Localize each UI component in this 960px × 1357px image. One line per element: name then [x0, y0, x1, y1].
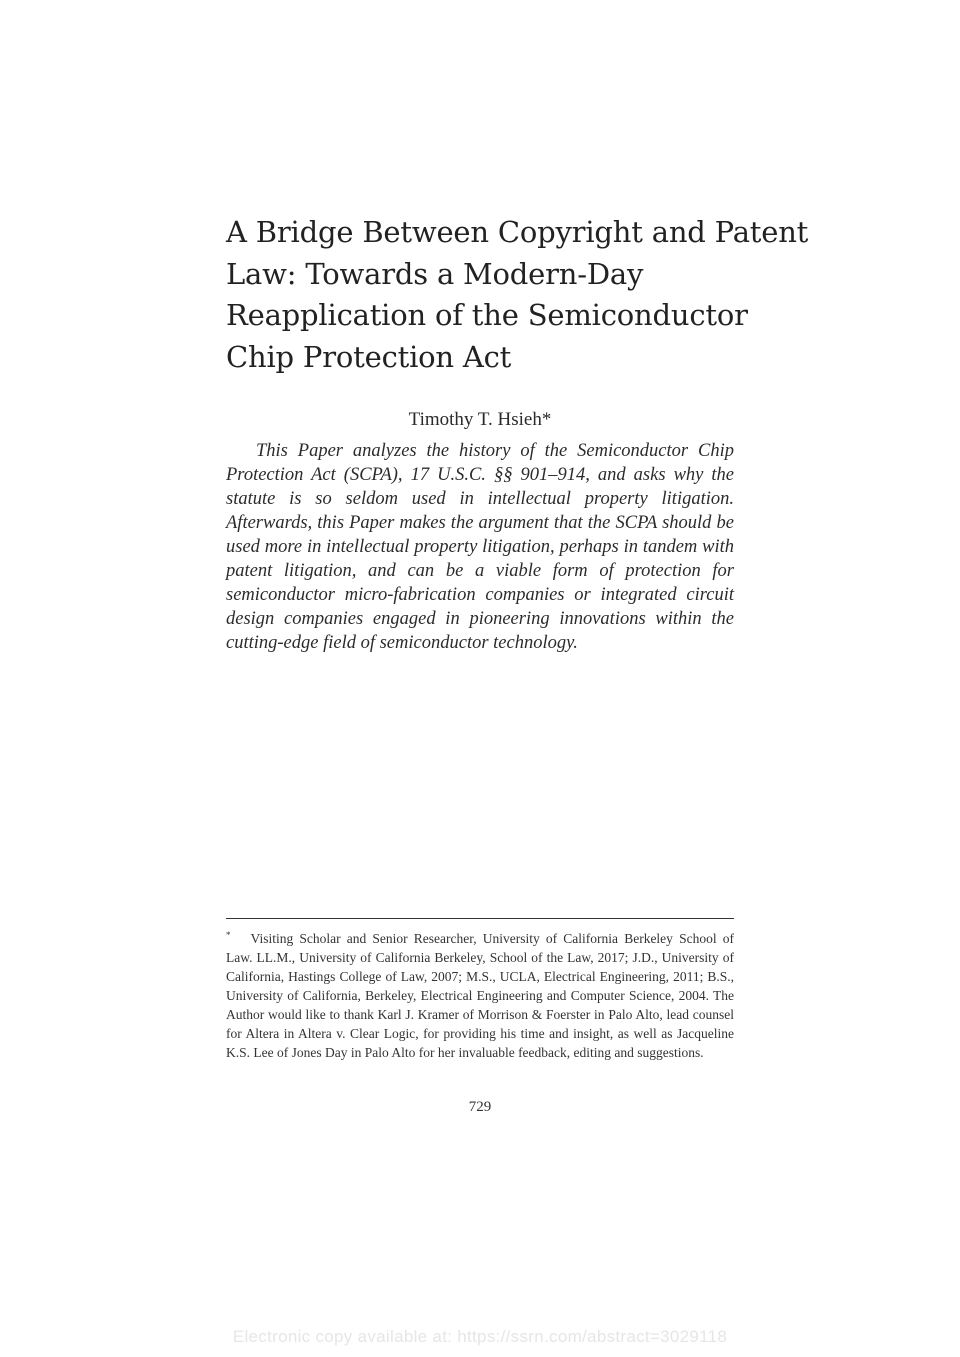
author-name: Timothy T. Hsieh* — [408, 409, 552, 430]
footnote-marker: * — [226, 929, 231, 940]
author-footnote — [226, 929, 734, 1062]
abstract-paragraph: This Paper analyzes the history of the Semiconductor Chip Protection Act (SCPA), 17 U.S.C. §§ 901–914, and asks why the statute is so seldom used in intellectual property litigation. Afterwards, this Paper makes the argument that the SCPA should be used more in intellectual property litigation, perhaps in tandem with patent litigation, and can be a viable form of protection for semiconductor micro-fabrication companies or integrated circuit design companies engaged in pioneering innovations within the cutting-edge field of semiconductor technology. — [226, 441, 734, 653]
title-line-1: A Bridge Between Copyright and Patent — [226, 215, 809, 249]
title-line-2: Law: Towards a Modern-Day — [226, 256, 644, 291]
title-line-3: Reapplication of the Semiconductor — [226, 298, 748, 332]
title-line-4: Chip Protection Act — [226, 339, 512, 374]
page-number: 729 — [468, 1099, 492, 1115]
footnote-text: Visiting Scholar and Senior Researcher, University of California Berkeley School of Law. LL.M., University of California Berkeley, School of the Law, 2017; J.D., University of California, Hastings College of Law, 2007; M.S., UCLA, Electrical Engineering, 2011; B.S., University of California, Berkeley, Electrical Engineering and Computer Science, 2004. The Author would like to thank Karl J. Kramer of Morrison & Foerster in Palo Alto, lead counsel for Altera in Altera v. Clear Logic, for providing his time and insight, as well as Jacqueline K.S. Lee of Jones Day in Palo Alto for her invaluable feedback, editing and suggestions. — [226, 931, 734, 1060]
ssrn-watermark: Electronic copy available at: https://ssrn.com/abstract=3029118 — [232, 1327, 728, 1346]
footnote-divider — [226, 918, 734, 919]
paper-title — [226, 212, 809, 378]
